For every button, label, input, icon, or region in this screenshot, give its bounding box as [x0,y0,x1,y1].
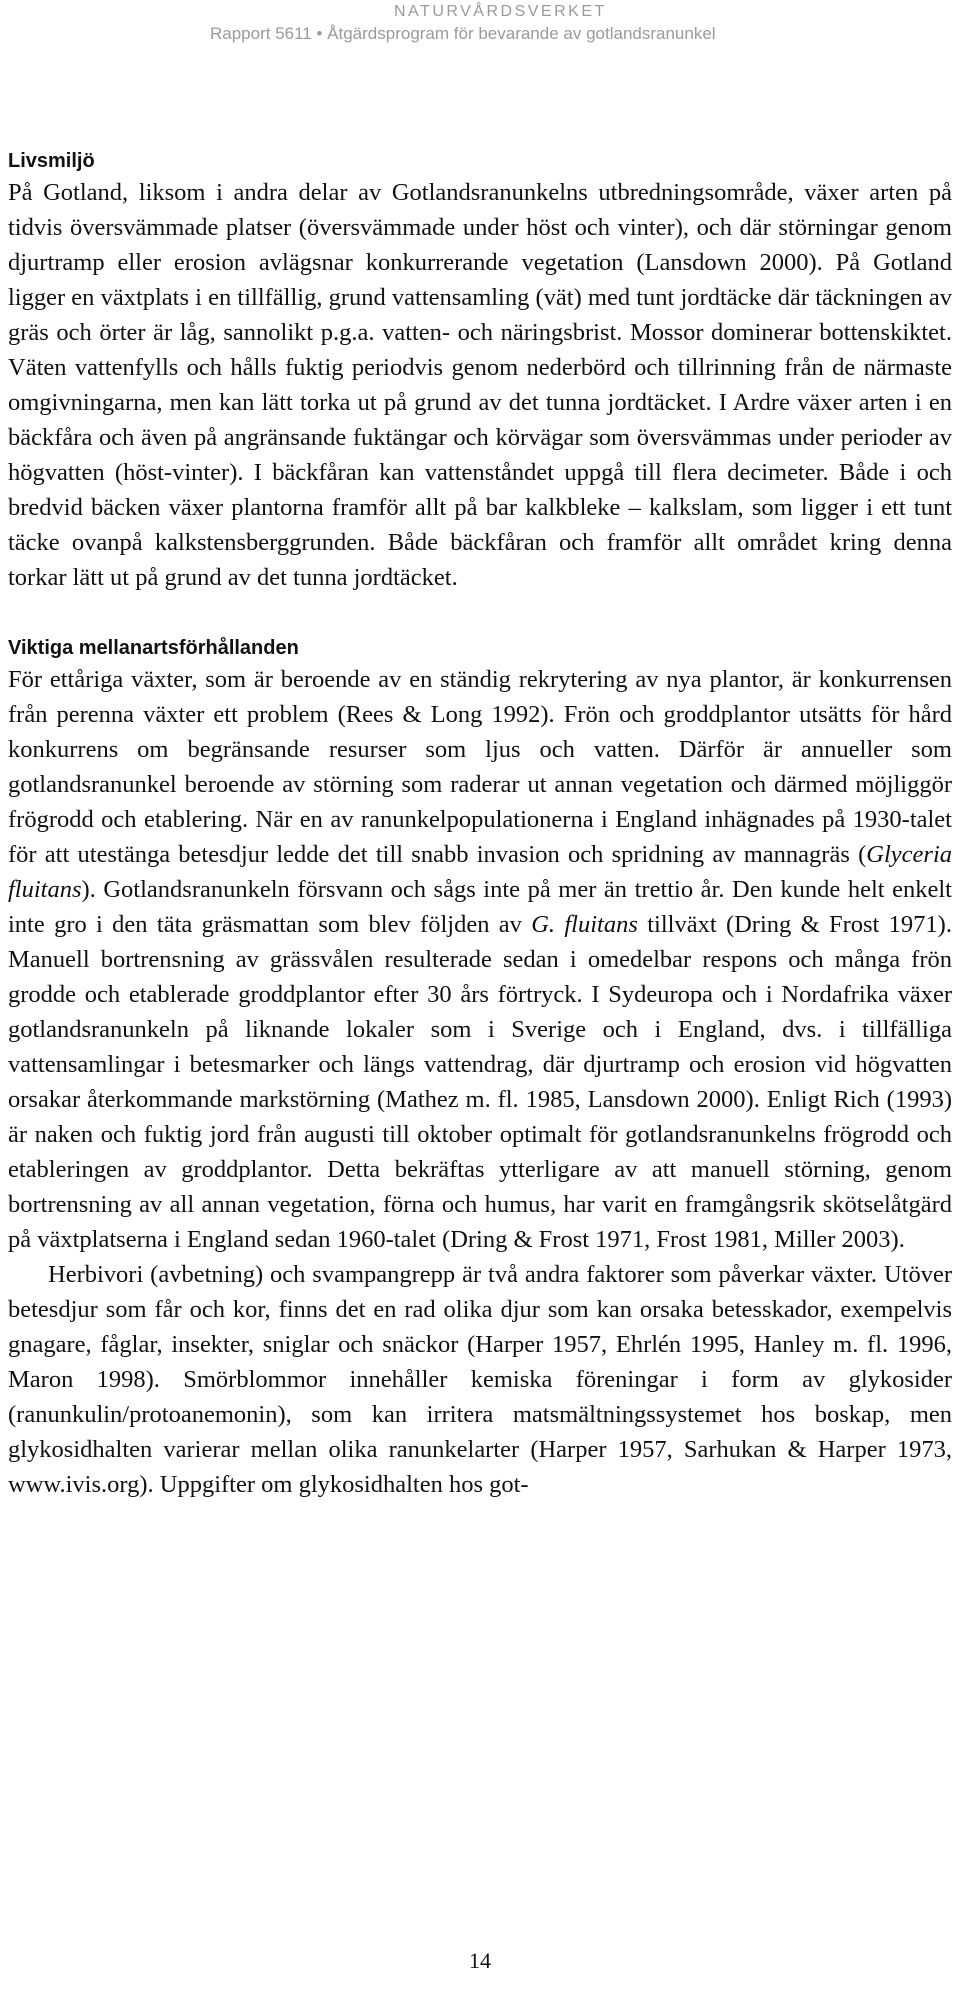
body-paragraph: På Gotland, liksom i andra delar av Gotlandsranunkelns utbredningsområde, växer arten på tidvis översvämmade platser (översvämmade under höst och vinter), och där störningar genom djurtramp eller erosion avlägsnar konkurrerande vegetation (Lansdown 2000). På Gotland ligger en växtplats i en tillfällig, grund vattensamling (vät) med tunt jordtäcke där täckningen av gräs och örter är låg, sannolikt p.g.a. vatten- och näringsbrist. Mossor dominerar bottenskiktet. Väten vattenfylls och hålls fuktig periodvis genom nederbörd och tillrinning från de närmaste omgivningarna, men kan lätt torka ut på grund av det tunna jordtäcket. I Ardre växer arten i en bäckfåra och även på angränsande fuktängar och körvägar som översvämmas under perioder av högvatten (höst-vinter). I bäckfåran kan vattenståndet uppgå till flera decimeter. Både i och bredvid bäcken växer plantorna framför allt på bar kalkbleke – kalkslam, som ligger i ett tunt täcke ovanpå kalkstensberggrunden. Både bäckfåran och framför allt området kring denna torkar lätt ut på grund av det tunna jordtäcket. [8,179,952,591]
page-number: 14 [469,1948,491,1973]
publisher-name: NATURVÅRDSVERKET [394,3,607,20]
species-name-italic: G. fluitans [531,911,638,938]
text-run: För ettåriga växter, som är beroende av en ständig rekrytering av nya plantor, är konkurrensen från perenna växter ett problem (Rees & Long 1992). Frön och groddplantor utsätts för hård konkurrens om begränsande resurser som ljus och vatten. Därför är annueller som gotlandsranunkel beroende av störning som raderar ut annan vegetation och därmed möjliggör frögrodd och etablering. När en av ranunkelpopulationerna i England inhägnades på 1930-talet för att utestänga betesdjur ledde det till snabb invasion och spridning av mannagräs ( [8,666,952,868]
section-heading: Livsmiljö [8,150,95,172]
text-run: ). Gotlandsranunkeln försvann och sågs inte på mer än trettio år. Den kunde helt enkelt inte gro i den täta gräsmattan som blev följden av [8,876,952,938]
species-name-italic: Glyceria fluitans [8,841,952,903]
document-body [8,150,952,1502]
body-paragraph [8,662,952,1257]
body-paragraph: Herbivori (avbetning) och svampangrepp är två andra faktorer som påverkar växter. Utöver betesdjur som får och kor, finns det en rad olika djur som kan orsaka betesskador, exempelvis gnagare, fåglar, insekter, sniglar och snäckor (Harper 1957, Ehrlén 1995, Hanley m. fl. 1996, Maron 1998). Smörblommor innehåller kemiska föreningar i form av glykosider (ranunkulin/protoanemonin), som kan irritera matsmältningssystemet hos boskap, men glykosidhalten varierar mellan olika ranunkelarter (Harper 1957, Sarhukan & Harper 1973, www.ivis.org). Uppgifter om glykosidhalten hos got- [8,1261,952,1498]
section-livsmiljo [8,150,952,595]
section-mellanartsforhallanden [8,637,952,1502]
section-heading: Viktiga mellanartsförhållanden [8,637,299,659]
text-run: tillväxt (Dring & Frost 1971). Manuell bortrensning av grässvålen resulterade sedan i omedelbar respons och många frön grodde och etablerade groddplantor efter 30 års förtryck. I Sydeuropa och i Nordafrika växer gotlandsranunkeln på liknande lokaler som i Sverige och i England, dvs. i tillfälliga vattensamlingar i betesmarker och längs vattendrag, där djurtramp och erosion vid högvatten orsakar återkommande markstörning (Mathez m. fl. 1985, Lansdown 2000). Enligt Rich (1993) är naken och fuktig jord från augusti till oktober optimalt för gotlandsranunkelns frögrodd och etableringen av groddplantor. Detta bekräftas ytterligare av att manuell störning, genom bortrensning av all annan vegetation, förna och humus, har varit en framgångsrik skötselåtgärd på växtplatserna i England sedan 1960-talet (Dring & Frost 1971, Frost 1981, Miller 2003). [8,911,952,1253]
report-title: Rapport 5611 • Åtgärdsprogram för bevarande av gotlandsranunkel [210,24,716,43]
